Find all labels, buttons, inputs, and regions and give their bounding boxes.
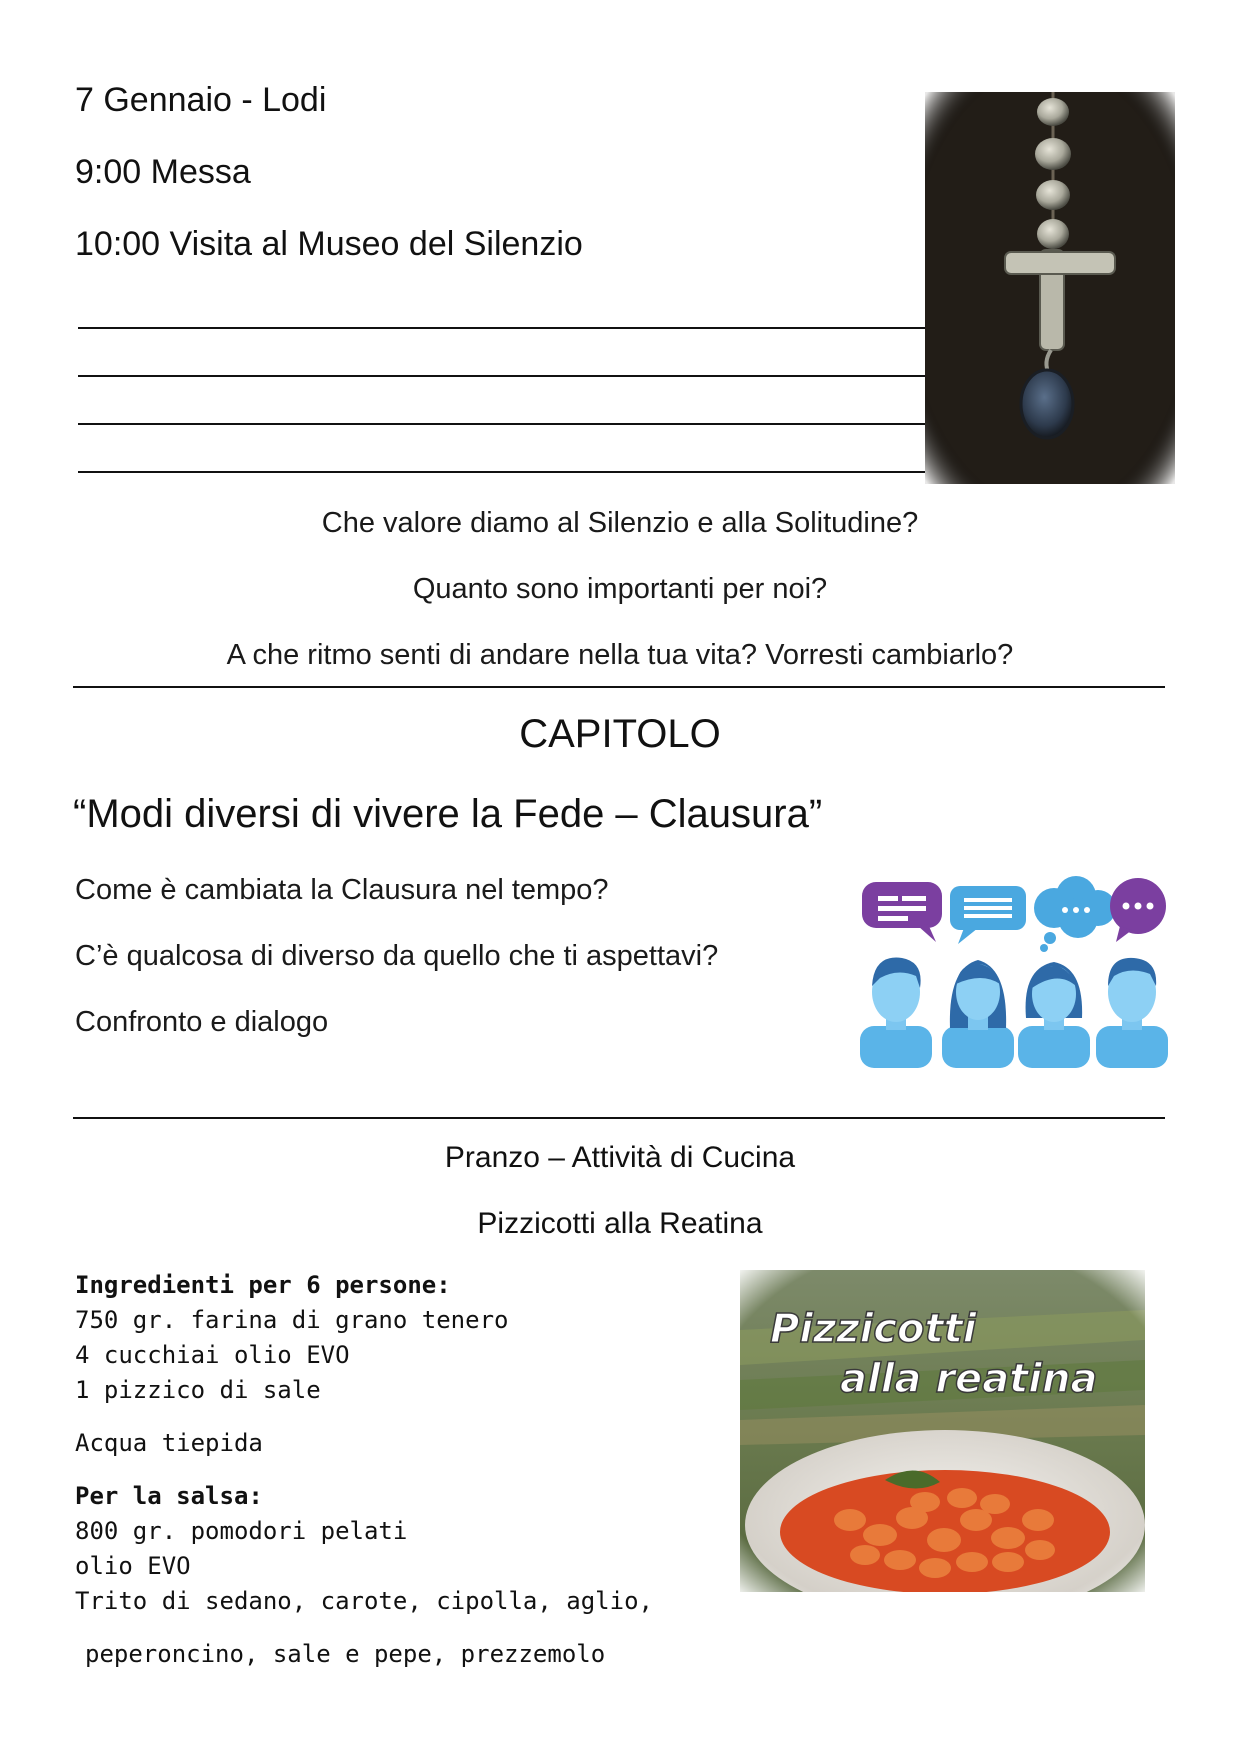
sauce-item: olio EVO (75, 1552, 191, 1580)
chapter-question-3: Confronto e dialogo (75, 1006, 329, 1038)
sauce-item: 800 gr. pomodori pelati (75, 1517, 408, 1545)
reflection-question-3: A che ritmo senti di andare nella tua vita? Vorresti cambiarlo? (226, 639, 1014, 671)
reflection-question-2: Quanto sono importanti per noi? (412, 573, 828, 605)
dish-photo (740, 1270, 1145, 1592)
schedule-date: 7 Gennaio - Lodi (75, 81, 327, 119)
thought-cloud-icon (1034, 876, 1116, 952)
chapter-question-1: Come è cambiata la Clausura nel tempo? (75, 874, 609, 906)
schedule-museum: 10:00 Visita al Museo del Silenzio (75, 225, 583, 263)
photo-caption-line1: Pizzicotti (770, 1306, 977, 1352)
ingredient-item: 1 pizzico di sale (75, 1376, 321, 1404)
dish-name: Pizzicotti alla Reatina (477, 1207, 763, 1240)
section-divider (73, 1117, 1165, 1119)
sauce-heading: Per la salsa: (75, 1482, 263, 1510)
lunch-title: Pranzo – Attività di Cucina (444, 1141, 796, 1174)
chat-bubble-icon (950, 886, 1026, 944)
person-icon (1096, 958, 1168, 1068)
recipe-ingredients (75, 1268, 653, 1672)
section-divider (73, 686, 1165, 688)
ingredient-item: 750 gr. farina di grano tenero (75, 1306, 509, 1334)
ellipsis-bubble-icon (1110, 878, 1166, 942)
person-icon (942, 960, 1014, 1068)
reflection-question-1: Che valore diamo al Silenzio e alla Solitudine? (321, 507, 919, 539)
speech-bubble-icon (862, 882, 942, 942)
writing-line (78, 471, 930, 473)
rosary-image (925, 92, 1175, 484)
chapter-heading: CAPITOLO (519, 712, 721, 756)
ingredients-heading: Ingredienti per 6 persone: (75, 1271, 451, 1299)
dialogue-illustration (858, 868, 1170, 1068)
sauce-item: peperoncino, sale e pepe, prezzemolo (85, 1640, 606, 1668)
rosary-photo (925, 92, 1175, 484)
chapter-title: “Modi diversi di vivere la Fede – Clausura” (73, 792, 823, 836)
writing-line (78, 327, 930, 329)
person-icon (860, 958, 932, 1068)
ingredient-item: 4 cucchiai olio EVO (75, 1341, 350, 1369)
person-icon (1018, 962, 1090, 1068)
sauce-item: Trito di sedano, carote, cipolla, aglio, (75, 1587, 653, 1615)
writing-line (78, 375, 930, 377)
photo-caption-line2: alla reatina (840, 1356, 1098, 1402)
dish-image (740, 1270, 1145, 1592)
writing-line (78, 423, 930, 425)
chapter-question-2: C’è qualcosa di diverso da quello che ti aspettavi? (75, 940, 719, 972)
ingredient-extra: Acqua tiepida (75, 1429, 263, 1457)
schedule-mass: 9:00 Messa (75, 153, 251, 191)
